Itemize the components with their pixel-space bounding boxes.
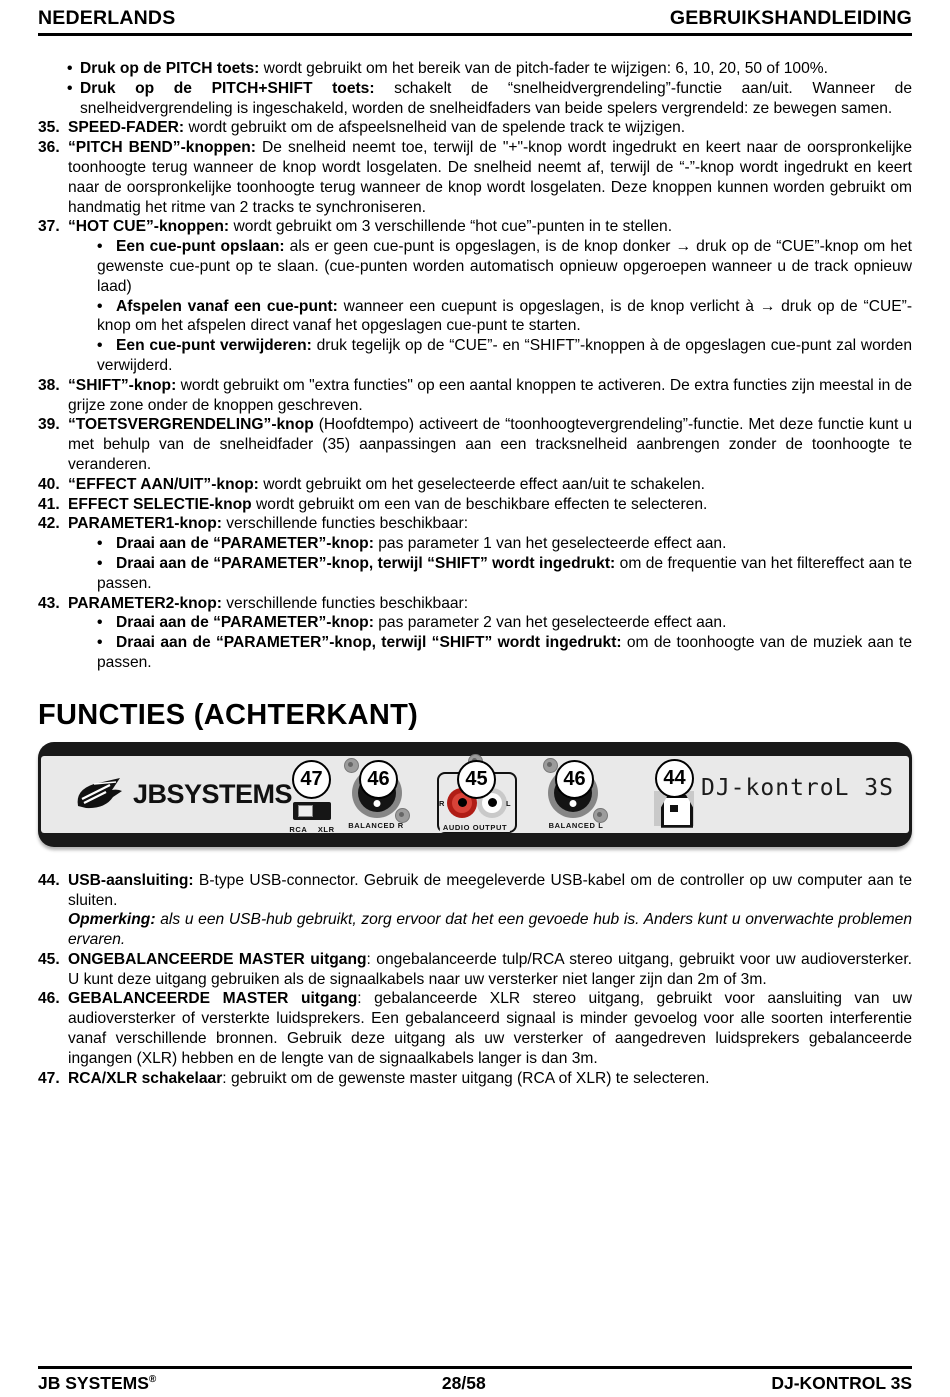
registered-mark: ® (148, 1374, 157, 1386)
list-bullet (97, 554, 912, 594)
bullet-text: pas parameter 2 van het geselecteerde effect aan. (373, 614, 727, 632)
item-number: 37. (38, 218, 60, 236)
item-text: wordt gebruikt om "extra functies" op een aantal knoppen te activeren. De extra functies zijn meestal in de grijze zone onder de knoppen geschreven. (68, 376, 912, 414)
item-lead: ONGEBALANCEERDE MASTER uitgang (68, 950, 367, 968)
callout-46-right: 46 (359, 760, 398, 799)
list-item (38, 118, 912, 138)
bullet-list (68, 534, 912, 593)
body-text (38, 59, 912, 673)
bullet-lead: Afspelen vanaf een cue-punt: (116, 297, 338, 315)
list-item (38, 1069, 912, 1089)
item-lead: “EFFECT AAN/UIT”-knop: (68, 475, 259, 493)
item-text: wordt gebruikt om 3 verschillende “hot cue”-punten in te stellen. (229, 218, 673, 236)
list-item (38, 514, 912, 593)
item-text: : gebruikt om de gewenste master uitgang (RCA of XLR) te selecteren. (222, 1069, 710, 1087)
rca-r-label: R (439, 798, 446, 808)
item-number: 40. (38, 475, 60, 493)
item-text: verschillende functies beschikbaar: (221, 515, 469, 533)
list-item (38, 138, 912, 217)
footer-page-number: 28/58 (441, 1373, 486, 1393)
item-text: wordt gebruikt om de afspeelsnelheid van de spelende track te wijzigen. (184, 119, 686, 137)
item-number: 45. (38, 950, 60, 968)
footer-model: DJ-KONTROL 3S (771, 1373, 912, 1393)
bullet-text: schakelt de “snelheidvergrendeling”-functie aan/uit. Wanneer de snelheidvergrendeling is ingeschakeld, worden de snelheidfaders van beide spelers vergrendeld: ze bewegen samen. (80, 79, 912, 117)
bullet-lead: Druk op de PITCH+SHIFT toets: (80, 79, 375, 97)
list-bullet (97, 633, 912, 673)
item-number: 42. (38, 515, 60, 533)
item-number: 43. (38, 594, 60, 612)
bullet-lead: Draai aan de “PARAMETER”-knop: (116, 535, 374, 553)
page-header (38, 0, 912, 36)
list-bullet (97, 613, 912, 633)
bullet-text: om de frequentie van het filtereffect aan te passen. (97, 554, 912, 592)
callout-47: 47 (292, 760, 331, 799)
item-text: verschillende functies beschikbaar: (221, 594, 469, 612)
item-lead: “SHIFT”-knop: (68, 376, 177, 394)
item-text: : gebalanceerde XLR stereo uitgang, gebruikt voor aansluiting van uw audioversterker of versterkte luidsprekers. Een gebalanceerd signaal is minder gevoelog voor alle soorten interferentie vanaf verschillende bronnen. Gebruik deze uitgang als uw versterker of aangedreven luidsprekers gebalanceerde ingangen (XLR) hebben en de lengte van de signaalkabels langer is dan 3m. (68, 990, 913, 1067)
screw-icon (344, 758, 359, 773)
footer-brand: JB SYSTEMS® (38, 1373, 157, 1393)
bullet-lead: Druk op de PITCH toets: (80, 60, 260, 77)
list-item (38, 989, 912, 1068)
item-text: B-type USB-connector. Gebruik de meegeleverde USB-kabel om de controller op uw computer aan te sluiten. (68, 871, 912, 909)
xlr-pin (374, 800, 381, 807)
bullet-lead: Draai aan de “PARAMETER”-knop, terwijl “SHIFT” wordt ingedrukt: (116, 554, 616, 572)
usb-connector-icon (661, 795, 693, 828)
item-number: 41. (38, 495, 60, 513)
item-text: De snelheid neemt toe, terwijl de "+"-knop wordt ingedrukt en keert naar de oorspronkelijke toonhoogte terug wanneer de knop wordt losgelaten. De snelheid neemt af, terwijl de “-”-knop wordt ingedrukt en keert naar de oorspronkelijke toonhoogte terug wanneer de knop wordt losgelaten. Deze knoppen kunnen worden gebruikt om handmatig het ritme van 2 tracks te synchroniseren. (68, 139, 913, 216)
callout-44: 44 (655, 759, 694, 798)
list-bullet (97, 534, 912, 554)
bullet-lead: Een cue-punt verwijderen: (116, 337, 312, 355)
bullet-text: druk tegelijk op de “CUE”- en “SHIFT”-knoppen à de opgeslagen cue-punt zal worden verwijderd. (97, 337, 912, 374)
rca-xlr-switch-icon (293, 802, 331, 820)
item-number: 35. (38, 119, 60, 137)
list-item (38, 376, 912, 416)
front-functions-list (38, 118, 912, 672)
intro-bullet-list (38, 59, 912, 118)
model-name-text: DJ-kontroL 3S (700, 774, 894, 801)
switch-label: RCA XLR (289, 824, 335, 834)
list-bullet (67, 79, 912, 119)
list-item (38, 950, 912, 990)
item-note (68, 910, 912, 950)
list-bullet (97, 297, 912, 337)
list-bullet (97, 237, 912, 296)
item-number: 44. (38, 871, 60, 889)
bullet-lead: Draai aan de “PARAMETER”-knop: (116, 614, 374, 632)
bullet-text: om de toonhoogte van de muziek aan te passen. (97, 634, 912, 671)
rear-panel-image (38, 742, 912, 847)
item-number: 36. (38, 139, 60, 157)
item-text: wordt gebruikt om een van de beschikbare effecten te selecteren. (251, 495, 708, 513)
bullet-list (68, 237, 912, 376)
bullet-text: pas parameter 1 van het geselecteerde effect aan. (373, 535, 727, 553)
item-lead: RCA/XLR schakelaar (68, 1069, 223, 1087)
callout-45: 45 (457, 760, 496, 799)
header-doc-type: GEBRUIKSHANDLEIDING (669, 7, 912, 29)
page-footer (38, 1366, 912, 1394)
header-language: NEDERLANDS (38, 7, 176, 29)
list-item (38, 594, 912, 673)
list-item (38, 475, 912, 495)
item-number: 47. (38, 1069, 60, 1087)
rear-text (38, 871, 912, 1089)
audio-output-label: AUDIO OUTPUT (440, 823, 510, 832)
xlr-pin (570, 800, 577, 807)
item-lead: PARAMETER1-knop: (68, 515, 222, 533)
rear-functions-list (38, 871, 912, 1089)
section-title: FUNCTIES (ACHTERKANT) (38, 698, 419, 731)
balanced-l-label: BALANCED L (548, 820, 604, 830)
item-text: : ongebalanceerde tulp/RCA stereo uitgang, gebruikt voor uw audioversterker. U kunt deze uitgang gebruiken als de signaalkabels naar uw versterker niet langer zijn dan 2m of 3m. (68, 950, 913, 988)
item-lead: USB-aansluiting: (68, 871, 194, 889)
bullet-text: als er geen cue-punt is opgeslagen, is de knop donker → druk op de “CUE”-knop om het gewenste cue-punt op te slaan. (cue-punten worden automatisch opnieuw opgeroepen wanneer u de track opnieuw laad) (97, 238, 912, 295)
item-number: 38. (38, 376, 60, 394)
callout-46-left: 46 (555, 760, 594, 799)
list-item (38, 217, 912, 375)
rca-l-label: L (506, 798, 512, 808)
item-lead: GEBALANCEERDE MASTER uitgang (68, 990, 358, 1008)
item-text: wordt gebruikt om het geselecteerde effect aan/uit te schakelen. (258, 475, 705, 493)
note-lead: Opmerking: (68, 911, 156, 929)
bullet-lead: Draai aan de “PARAMETER”-knop, terwijl “SHIFT” wordt ingedrukt: (116, 634, 622, 652)
bullet-lead: Een cue-punt opslaan: (116, 238, 285, 256)
item-text: (Hoofdtempo) activeert de “toonhoogtevergrendeling”-functie. Met deze functie kunt u met behulp van de snelheidfader (35) aanpassingen aan een tracksnelheid aanbrengen zonder de toonhoogte te veranderen. (68, 416, 912, 473)
item-number: 39. (38, 416, 60, 434)
item-lead: EFFECT SELECTIE-knop (68, 495, 252, 513)
bullet-text: wordt gebruikt om het bereik van de pitch-fader te wijzigen: 6, 10, 20, 50 of 100%. (259, 60, 828, 77)
item-lead: “TOETSVERGRENDELING”-knop (68, 416, 314, 434)
list-item (38, 415, 912, 474)
jbsystems-logo (72, 775, 292, 813)
list-item (38, 495, 912, 515)
bullet-text: wanneer een cuepunt is opgeslagen, is de knop verlicht à → druk op de “CUE”-knop om het afspelen direct vanaf het opgeslagen cue-punt te starten. (97, 297, 913, 335)
item-lead: “HOT CUE”-knoppen: (68, 218, 230, 236)
list-bullet (97, 336, 912, 376)
balanced-r-label: BALANCED R (348, 820, 404, 830)
item-lead: PARAMETER2-knop: (68, 594, 222, 612)
item-lead: “PITCH BEND”-knoppen: (68, 139, 256, 157)
list-item (38, 871, 912, 950)
list-bullet (67, 59, 912, 79)
note-text: als u een USB-hub gebruikt, zorg ervoor dat het een gevoede hub is. Anders kunt u onverwachte problemen ervaren. (68, 911, 912, 949)
bullet-list (68, 613, 912, 672)
item-lead: SPEED-FADER: (68, 119, 185, 137)
brand-text: JBSYSTEMS (133, 778, 293, 809)
jbsystems-logo-icon (72, 775, 124, 813)
item-number: 46. (38, 990, 60, 1008)
